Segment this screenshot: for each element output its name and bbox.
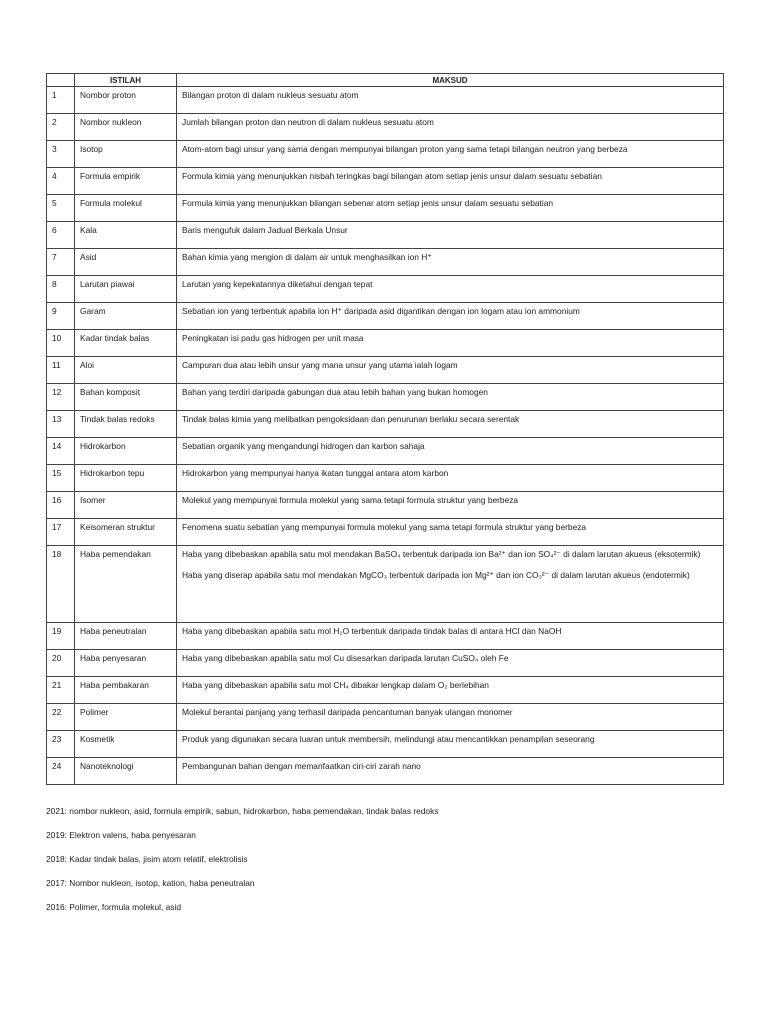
header-number	[47, 74, 75, 87]
table-row	[47, 87, 724, 114]
table-row	[47, 168, 724, 195]
table-row	[47, 195, 724, 222]
row-term: Haba peneutralan	[75, 623, 177, 650]
table-row	[47, 519, 724, 546]
table-row	[47, 704, 724, 731]
row-definition	[177, 411, 724, 438]
table-row	[47, 384, 724, 411]
row-term: Larutan piawai	[75, 276, 177, 303]
definition-text: Hidrokarbon yang mempunyai hanya ikatan tunggal antara atom karbon	[182, 468, 449, 478]
row-definition	[177, 492, 724, 519]
row-definition	[177, 650, 724, 677]
row-term: Keisomeran struktur	[75, 519, 177, 546]
row-definition	[177, 114, 724, 141]
row-definition	[177, 677, 724, 704]
row-number: 7	[47, 249, 75, 276]
table-row	[47, 650, 724, 677]
row-number: 18	[47, 546, 75, 623]
table-row	[47, 438, 724, 465]
table-row	[47, 758, 724, 785]
row-number: 9	[47, 303, 75, 330]
row-term: Garam	[75, 303, 177, 330]
table-body	[47, 87, 724, 785]
row-term: Isomer	[75, 492, 177, 519]
row-definition	[177, 623, 724, 650]
row-number: 13	[47, 411, 75, 438]
row-definition	[177, 704, 724, 731]
row-number: 6	[47, 222, 75, 249]
definition-text: Baris mengufuk dalam Jadual Berkala Unsur	[182, 225, 348, 235]
row-term: Haba pemendakan	[75, 546, 177, 623]
definition-text: Produk yang digunakan secara luaran untuk membersih, melindungi atau mencantikkan penampilan seseorang	[182, 734, 595, 744]
row-definition	[177, 731, 724, 758]
row-number: 3	[47, 141, 75, 168]
definition-text: Haba yang diserap apabila satu mol mendakan MgCO₃ terbentuk daripada ion Mg²⁺ dan ion CO₃²⁻ di dalam larutan akueus (endotermik)	[182, 570, 690, 580]
definition-text: Bahan yang terdiri daripada gabungan dua atau lebih bahan yang bukan homogen	[182, 387, 488, 397]
definition-text: Peningkatan isi padu gas hidrogen per unit masa	[182, 333, 364, 343]
row-definition	[177, 438, 724, 465]
definition-text: Campuran dua atau lebih unsur yang mana unsur yang utama ialah logam	[182, 360, 458, 370]
table-row	[47, 141, 724, 168]
row-term: Polimer	[75, 704, 177, 731]
table-row	[47, 677, 724, 704]
row-definition	[177, 546, 724, 623]
row-term: Kala	[75, 222, 177, 249]
row-term: Formula empirik	[75, 168, 177, 195]
definition-text: Formula kimia yang menunjukkan bilangan sebenar atom setiap jenis unsur dalam sesuatu sebatian	[182, 198, 554, 208]
row-number: 23	[47, 731, 75, 758]
table-row	[47, 411, 724, 438]
header-definition: MAKSUD	[177, 74, 724, 87]
row-definition	[177, 303, 724, 330]
definition-text: Sebatian organik yang mengandungi hidrogen dan karbon sahaja	[182, 441, 425, 451]
row-term: Aloi	[75, 357, 177, 384]
row-number: 4	[47, 168, 75, 195]
row-number: 16	[47, 492, 75, 519]
row-term: Nanoteknologi	[75, 758, 177, 785]
row-definition	[177, 87, 724, 114]
definition-text: Tindak balas kimia yang melibatkan pengoksidaan dan penurunan berlaku secara serentak	[182, 414, 520, 424]
definition-text: Sebatian ion yang terbentuk apabila ion H⁺ daripada asid digantikan dengan ion logam atau ion ammonium	[182, 306, 580, 316]
row-term: Kadar tindak balas	[75, 330, 177, 357]
definition-text: Pembangunan bahan dengan memanfaatkan ciri-ciri zarah nano	[182, 761, 421, 771]
exam-year-notes	[46, 806, 726, 926]
row-number: 10	[47, 330, 75, 357]
row-term: Kosmetik	[75, 731, 177, 758]
definition-text: Bilangan proton di dalam nukleus sesuatu atom	[182, 90, 359, 100]
header-term: ISTILAH	[75, 74, 177, 87]
row-number: 5	[47, 195, 75, 222]
row-definition	[177, 758, 724, 785]
row-number: 1	[47, 87, 75, 114]
row-number: 14	[47, 438, 75, 465]
definition-text: Haba yang dibebaskan apabila satu mol mendakan BaSO₄ terbentuk daripada ion Ba²⁺ dan ion SO₄²⁻ di dalam larutan akueus (eksotermik)	[182, 549, 701, 559]
row-number: 15	[47, 465, 75, 492]
definition-text: Larutan yang kepekatannya diketahui dengan tepat	[182, 279, 373, 289]
definition-text: Fenomena suatu sebatian yang mempunyai formula molekul yang sama tetapi formula struktur yang berbeza	[182, 522, 587, 532]
row-number: 24	[47, 758, 75, 785]
definition-text: Haba yang dibebaskan apabila satu mol H₂O terbentuk daripada tindak balas di antara HCl dan NaOH	[182, 626, 562, 636]
row-number: 11	[47, 357, 75, 384]
row-term: Hidrokarbon tepu	[75, 465, 177, 492]
table-row	[47, 731, 724, 758]
row-definition	[177, 222, 724, 249]
table-row	[47, 465, 724, 492]
table-row	[47, 623, 724, 650]
row-term: Nombor proton	[75, 87, 177, 114]
row-number: 12	[47, 384, 75, 411]
row-definition	[177, 465, 724, 492]
row-term: Nombor nukleon	[75, 114, 177, 141]
definition-text: Bahan kimia yang mengion di dalam air untuk menghasilkan ion H⁺	[182, 252, 432, 262]
row-number: 20	[47, 650, 75, 677]
definition-text: Haba yang dibebaskan apabila satu mol Cu disesarkan daripada larutan CuSO₄ oleh Fe	[182, 653, 509, 663]
table-row	[47, 222, 724, 249]
row-definition	[177, 276, 724, 303]
definition-text: Atom-atom bagi unsur yang sama dengan mempunyai bilangan proton yang sama tetapi bilangan neutron yang berbeza	[182, 144, 628, 154]
definition-text: Formula kimia yang menunjukkan nisbah teringkas bagi bilangan atom setiap jenis unsur dalam sesuatu sebatian	[182, 171, 602, 181]
definition-text: Molekul yang mempunyai formula molekul yang sama tetapi formula struktur yang berbeza	[182, 495, 519, 505]
definition-text: Jumlah bilangan proton dan neutron di dalam nukleus sesuatu atom	[182, 117, 434, 127]
row-definition	[177, 249, 724, 276]
exam-year-note: 2017: Nombor nukleon, isotop, kation, haba peneutralan	[46, 878, 255, 888]
row-term: Haba penyesaran	[75, 650, 177, 677]
row-term: Formula molekul	[75, 195, 177, 222]
row-definition	[177, 357, 724, 384]
row-number: 2	[47, 114, 75, 141]
definition-text: Haba yang dibebaskan apabila satu mol CH₄ dibakar lengkap dalam O₂ berlebihan	[182, 680, 489, 690]
row-definition	[177, 384, 724, 411]
row-definition	[177, 330, 724, 357]
table-row	[47, 114, 724, 141]
row-term: Haba pembakaran	[75, 677, 177, 704]
row-definition	[177, 519, 724, 546]
table-row	[47, 249, 724, 276]
exam-year-note: 2018: Kadar tindak balas, jisim atom relatif, elektrolisis	[46, 854, 248, 864]
table-row	[47, 276, 724, 303]
row-number: 17	[47, 519, 75, 546]
row-term: Bahan komposit	[75, 384, 177, 411]
row-number: 22	[47, 704, 75, 731]
exam-year-note: 2021: nombor nukleon, asid, formula empirik, sabun, hidrokarbon, haba pemendakan, tindak balas redoks	[46, 806, 439, 816]
row-number: 21	[47, 677, 75, 704]
table-row	[47, 357, 724, 384]
terms-table	[46, 73, 724, 785]
row-term: Hidrokarbon	[75, 438, 177, 465]
exam-year-note: 2019: Elektron valens, haba penyesaran	[46, 830, 196, 840]
definition-text: Molekul berantai panjang yang terhasil daripada pencantuman banyak ulangan monomer	[182, 707, 513, 717]
row-term: Asid	[75, 249, 177, 276]
table-row	[47, 330, 724, 357]
table-row	[47, 492, 724, 519]
row-number: 19	[47, 623, 75, 650]
row-term: Isotop	[75, 141, 177, 168]
row-definition	[177, 168, 724, 195]
table-row	[47, 303, 724, 330]
row-term: Tindak balas redoks	[75, 411, 177, 438]
row-definition	[177, 141, 724, 168]
row-definition	[177, 195, 724, 222]
row-number: 8	[47, 276, 75, 303]
exam-year-note: 2016: Polimer, formula molekul, asid	[46, 902, 181, 912]
table-row	[47, 546, 724, 623]
table-header-row	[47, 74, 724, 87]
